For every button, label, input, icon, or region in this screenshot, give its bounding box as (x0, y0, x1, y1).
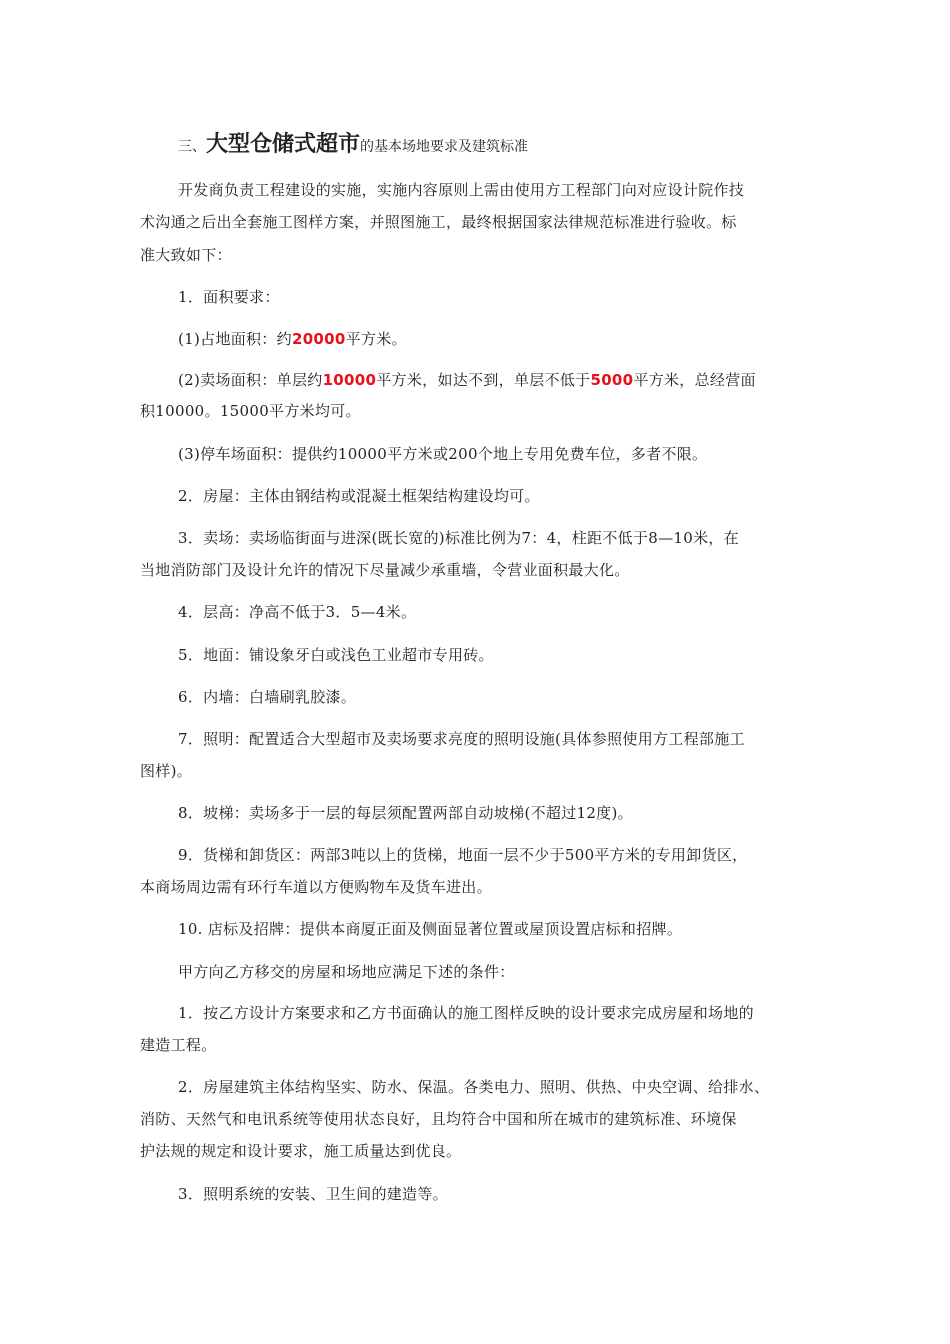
req-sign: 10. 店标及招牌：提供本商厦正面及侧面显著位置或屋顶设置店标和招牌。 (178, 920, 683, 938)
area-item-1-after: 平方米。 (345, 330, 407, 348)
area-item-3: (3)停车场面积：提供约10000平方米或200个地上专用免费车位，多者不限。 (178, 445, 708, 463)
handover-c1-line-1: 1．按乙方设计方案要求和乙方书面确认的施工图样反映的设计要求完成房屋和场地的 (178, 1004, 754, 1022)
area-item-2-value-2: 5000 (590, 371, 634, 389)
area-heading: 1．面积要求： (178, 288, 280, 306)
req-floor: 5．地面：铺设象牙白或浅色工业超市专用砖。 (178, 646, 494, 664)
req-cargo-line-2: 本商场周边需有环行车道以方便购物车及货车进出。 (140, 878, 492, 896)
handover-c1-line-2: 建造工程。 (140, 1036, 217, 1054)
req-wall: 6．内墙：白墙刷乳胶漆。 (178, 688, 357, 706)
req-escalator: 8．坡梯：卖场多于一层的每层须配置两部自动坡梯(不超过12度)。 (178, 804, 633, 822)
handover-heading: 甲方向乙方移交的房屋和场地应满足下述的条件： (178, 963, 515, 981)
req-hall-line-1: 3．卖场：卖场临街面与进深(既长宽的)标准比例为7：4，柱距不低于8—10米，在 (178, 529, 739, 547)
area-item-2-after: 平方米，总经营面 (633, 371, 756, 389)
area-item-2-value-1: 10000 (322, 371, 377, 389)
area-item-1 (178, 329, 407, 349)
area-item-2-line-2: 积10000。15000平方米均可。 (140, 402, 361, 420)
title-prefix: 三、 (178, 139, 206, 155)
area-item-2-before: (2)卖场面积：单层约 (178, 371, 323, 389)
req-height: 4．层高：净高不低于3．5—4米。 (178, 603, 417, 621)
intro-line-1: 开发商负责工程建设的实施，实施内容原则上需由使用方工程部门向对应设计院作技 (178, 181, 745, 199)
req-hall-line-2: 当地消防部门及设计允许的情况下尽量减少承重墙，令营业面积最大化。 (140, 561, 630, 579)
section-title (178, 128, 528, 164)
title-suffix: 的基本场地要求及建筑标准 (360, 139, 529, 155)
handover-c2-line-2: 消防、天然气和电讯系统等使用状态良好，且均符合中国和所在城市的建筑标准、环境保 (140, 1110, 737, 1128)
title-main: 大型仓储式超市 (206, 132, 361, 157)
area-item-2 (178, 370, 756, 390)
req-house: 2．房屋：主体由钢结构或混凝土框架结构建设均可。 (178, 487, 540, 505)
req-cargo-line-1: 9．货梯和卸货区：两部3吨以上的货梯，地面一层不少于500平方米的专用卸货区， (178, 846, 748, 864)
req-light-line-2: 图样)。 (140, 762, 193, 780)
area-item-1-before: (1)占地面积：约 (178, 330, 292, 348)
req-light-line-1: 7．照明：配置适合大型超市及卖场要求亮度的照明设施(具体参照使用方工程部施工 (178, 730, 745, 748)
area-item-2-mid: 平方米，如达不到，单层不低于 (376, 371, 591, 389)
handover-c3: 3．照明系统的安装、卫生间的建造等。 (178, 1185, 448, 1203)
intro-line-3: 准大致如下： (140, 246, 232, 264)
handover-c2-line-1: 2．房屋建筑主体结构坚实、防水、保温。各类电力、照明、供热、中央空调、给排水、 (178, 1078, 770, 1096)
handover-c2-line-3: 护法规的规定和设计要求，施工质量达到优良。 (140, 1142, 462, 1160)
area-item-1-value: 20000 (291, 330, 346, 348)
intro-line-2: 术沟通之后出全套施工图样方案，并照图施工，最终根据国家法律规范标准进行验收。标 (140, 213, 737, 231)
